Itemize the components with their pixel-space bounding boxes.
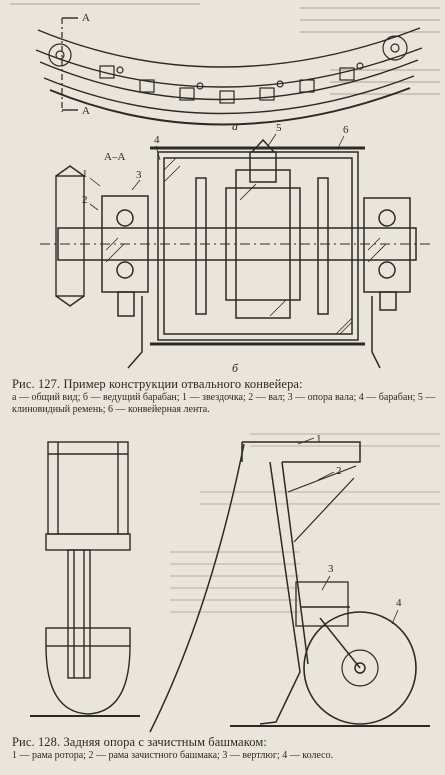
figure-127-legend: а — общий вид; б — ведущий барабан; 1 — звездочка; 2 — вал; 3 — опора вала; 4 — барабан; 5 — клиновидный ремень; 6 — конвейерная лента. xyxy=(12,392,436,415)
figure-128-drawing xyxy=(0,432,445,734)
figure-127-caption xyxy=(12,378,437,416)
callout-128-1: 1 xyxy=(316,433,322,445)
view-label-a: а xyxy=(232,119,238,133)
figure-127-callouts xyxy=(82,122,349,210)
callout-127-3: 3 xyxy=(136,169,142,181)
figure-127-title: Рис. 127. Пример конструкции отвального конвейера: xyxy=(12,377,303,391)
figure-128-title: Рис. 128. Задняя опора с зачистным башмаком: xyxy=(12,735,267,749)
callout-127-6: 6 xyxy=(343,124,349,136)
rear-support-front-view xyxy=(30,442,140,716)
section-mark-bottom: А xyxy=(82,105,90,117)
callout-127-5: 5 xyxy=(276,122,282,134)
conveyor-general-view xyxy=(36,28,422,125)
callout-128-4: 4 xyxy=(396,597,402,609)
callout-127-1: 1 xyxy=(82,168,88,180)
callout-127-2: 2 xyxy=(82,194,88,206)
section-mark-top: А xyxy=(82,12,90,24)
figure-127-drawing xyxy=(0,0,445,378)
section-label: А–А xyxy=(104,151,126,163)
callout-128-2: 2 xyxy=(336,465,342,477)
rear-support-side-view xyxy=(150,442,430,732)
figure-128-caption xyxy=(12,736,437,762)
background-text-lines xyxy=(170,434,440,612)
figure-128-legend: 1 — рама ротора; 2 — рама зачистного башмака; 3 — вертлюг; 4 — колесо. xyxy=(12,750,334,761)
callout-128-3: 3 xyxy=(328,563,334,575)
drive-drum-section xyxy=(40,140,430,368)
callout-127-4: 4 xyxy=(154,134,160,146)
view-label-b: б xyxy=(232,361,239,375)
